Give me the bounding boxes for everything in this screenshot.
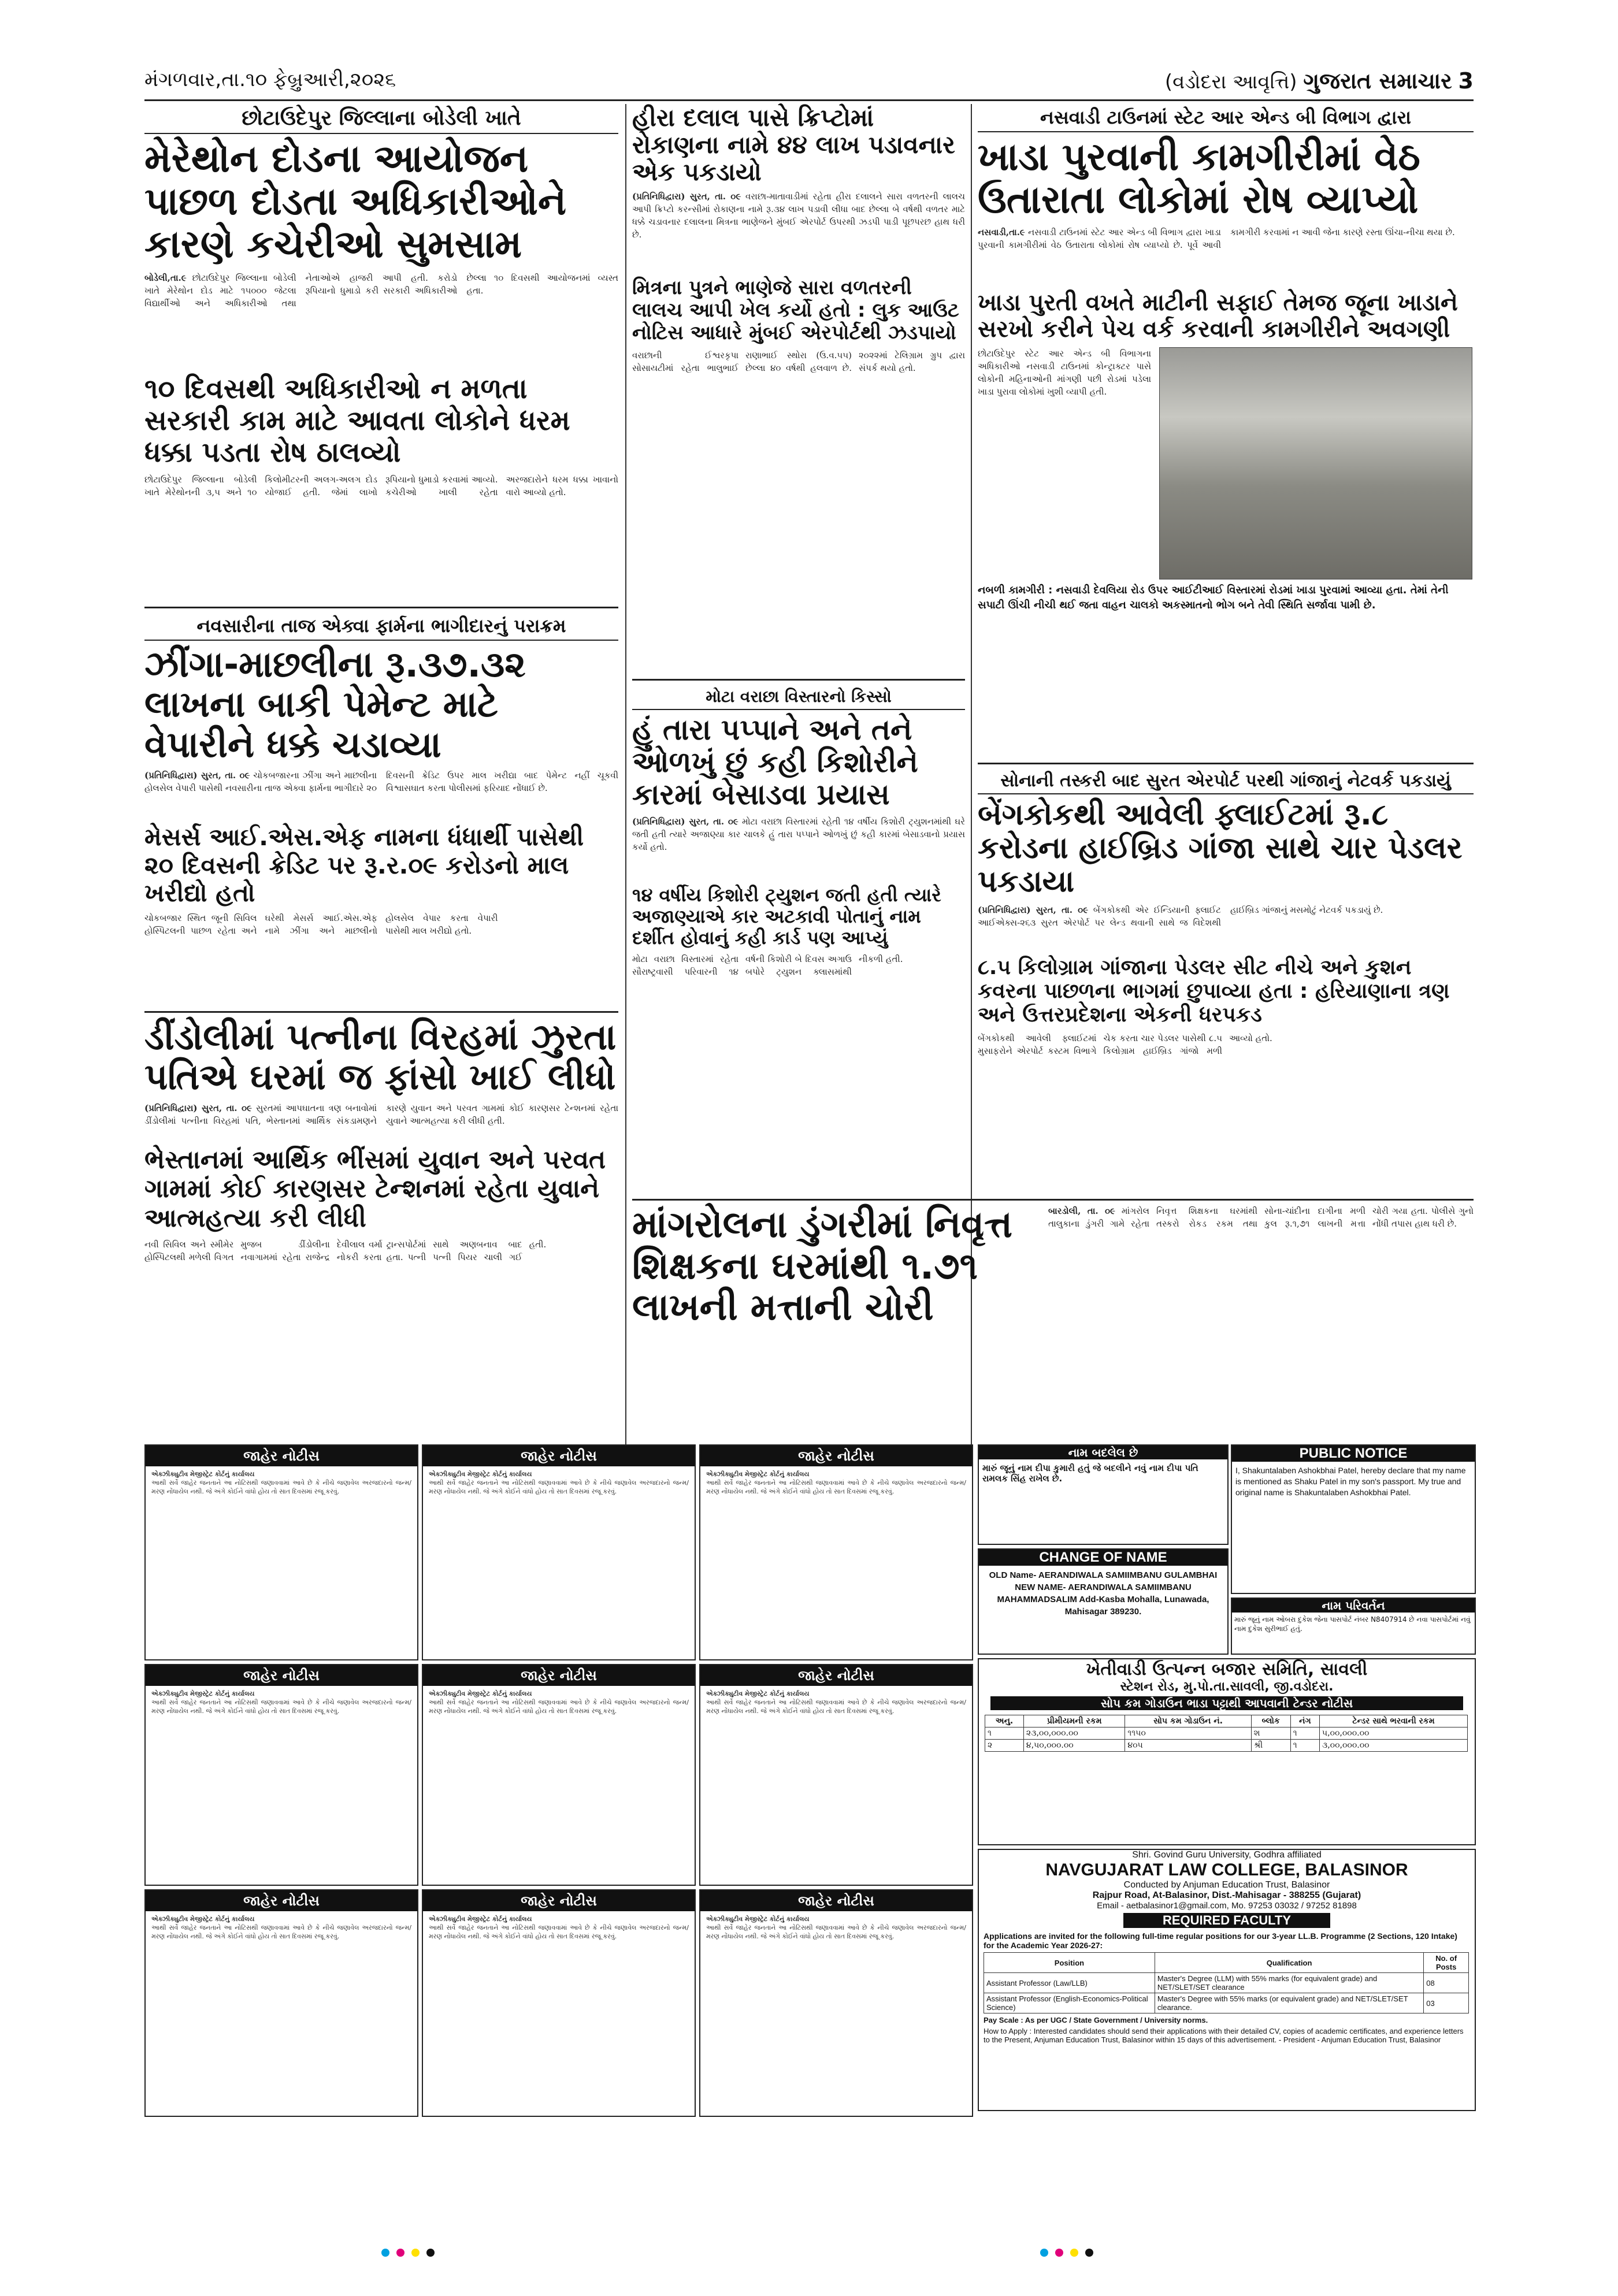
- public-notice-card: [422, 1889, 696, 2117]
- story-headline: મેરેથોન દોડના આયોજન પાછળ દોડતા અધિકારીઓને કારણે કચેરીઓ સુમસામ: [144, 136, 567, 266]
- required-faculty-title: REQUIRED FACULTY: [1123, 1913, 1330, 1928]
- notice-text: આથી સર્વે જાહેર જનતાને આ નોટિસથી જણાવવામાં આવે છે કે નીચે જણાવેલ અરજદારનો જન્મ/મરણ નોંધાયેલ નથી. જે અંગે કોઈને વાંધો હોય તો સાત દિવસમાં રજૂ કરવું.: [706, 1924, 966, 1940]
- college-contact: Email - aetbalasinor1@gmail.com, Mo. 97253 03032 / 97252 81898: [1097, 1901, 1357, 1911]
- notice-text: આથી સર્વે જાહેર જનતાને આ નોટિસથી જણાવવામાં આવે છે કે નીચે જણાવેલ અરજદારનો જન્મ/મરણ નોંધાયેલ નથી. જે અંગે કોઈને વાંધો હોય તો સાત દિવસમાં રજૂ કરવું.: [429, 1479, 689, 1495]
- faculty-table-row: [984, 1973, 1469, 1993]
- apmc-table-column-header: બ્લોક: [1251, 1715, 1290, 1727]
- apmc-table-cell: ૨૩,૦૦,૦૦૦.૦૦: [1023, 1727, 1125, 1740]
- section-rule: [632, 679, 965, 681]
- notice-text: આથી સર્વે જાહેર જનતાને આ નોટિસથી જણાવવામાં આવે છે કે નીચે જણાવેલ અરજદારનો જન્મ/મરણ નોંધાયેલ નથી. જે અંગે કોઈને વાંધો હોય તો સાત દિવસમાં રજૂ કરવું.: [151, 1699, 411, 1715]
- faculty-table-header: [984, 1953, 1469, 1973]
- notice-text: આથી સર્વે જાહેર જનતાને આ નોટિસથી જણાવવામાં આવે છે કે નીચે જણાવેલ અરજદારનો જન્મ/મરણ નોંધાયેલ નથી. જે અંગે કોઈને વાંધો હોય તો સાત દિવસમાં રજૂ કરવું.: [706, 1699, 966, 1715]
- apmc-table-column-header: અનુ.: [985, 1715, 1024, 1727]
- registration-mark: [1070, 2249, 1078, 2257]
- apmc-table-column-header: પ્રીમીયમની રકમ: [1023, 1715, 1125, 1727]
- notice-title: જાહેર નોટીસ: [700, 1665, 972, 1686]
- notices-grid: [144, 1444, 971, 2115]
- faculty-table-cell: Master's Degree (LLM) with 55% marks (for equivalent grade) and NET/SLET/SET clearance: [1155, 1973, 1423, 1993]
- public-notice-card: [699, 1664, 973, 1886]
- story-text: સુરતમાં આપઘાતના ત્રણ બનાવોમાં ડીંડોલીમાં પત્નીના વિરહમાં પતિ, ભેસ્તાનમાં આર્થિક સંકડામણને કારણે યુવાન અને પરવત ગામમાં કોઈ કારણસર ટેન્શનમાં રહેતા યુવાને આત્મહત્યા કરી લીધી હતી.: [144, 1102, 618, 1126]
- registration-mark: [426, 2249, 435, 2257]
- apmc-subtitle: સોપ કમ ગોડાઉન ભાડા પટ્ટાથી આપવાની ટેન્ડર નોટીસ: [990, 1696, 1463, 1710]
- story-text: છોટાઉદેપુર જિલ્લાના બોડેલી ખાતે મેરેથોનની ૩,૫ અને ૧૦ કિલોમીટરની અલગ-અલગ દોડ યોજાઈ હતી. જેમાં લાખો રૂપિયાનો ધુમાડો કરવામાં આવ્યો. કચેરીઓ ખાલી રહેતા અરજદારોને ધરમ ધક્કા ખાવાનો વારો આવ્યો હતો.: [144, 474, 618, 498]
- issue-date: મંગળવાર,તા.૧૦ ફેબ્રુઆરી,૨૦૨૬: [144, 68, 396, 91]
- story-body: [632, 815, 965, 885]
- faculty-table-cell: 08: [1424, 1973, 1469, 1993]
- section-rule: [978, 763, 1474, 764]
- public-notice-card: [422, 1444, 696, 1660]
- faculty-table-column-header: Qualification: [1155, 1953, 1423, 1973]
- notice-title: જાહેર નોટીસ: [423, 1890, 695, 1911]
- apmc-table-cell: ૨: [985, 1740, 1024, 1752]
- story-text: માંગરોલ તાલુકાના ડુંગરી ગામે રહેતા નિવૃત્ત શિક્ષકના ઘરમાંથી તસ્કરો રોકડ રકમ તથા સોના-ચાંદીના દાગીના મળી કુલ રૂ.૧,૭૧ લાખની મત્તા ચોરી ગયા હતા. પોલીસે ગુનો નોંધી તપાસ હાથ ધરી છે.: [1048, 1206, 1474, 1229]
- apmc-table-cell: ૧: [1290, 1740, 1319, 1752]
- registration-mark: [381, 2249, 389, 2257]
- story-subhead: ૧૪ વર્ષીય કિશોરી ટ્યુશન જતી હતી ત્યારે અજાણ્યાએ કાર અટકાવી પોતાનું નામ દર્શીત હોવાનું કહી કાર્ડ પણ આપ્યું: [632, 884, 941, 949]
- public-notice-card: [699, 1889, 973, 2117]
- section-rule: [144, 607, 618, 608]
- notice-title: જાહેર નોટીસ: [700, 1890, 972, 1911]
- notice-text: આથી સર્વે જાહેર જનતાને આ નોટિસથી જણાવવામાં આવે છે કે નીચે જણાવેલ અરજદારનો જન્મ/મરણ નોંધાયેલ નથી. જે અંગે કોઈને વાંધો હોય તો સાત દિવસમાં રજૂ કરવું.: [429, 1924, 689, 1940]
- story-text: છોટાઉદેપુર જિલ્લાના બોડેલી ખાતે મેરેથોન દોડ માટે ૧૫૦૦૦ જેટલા વિદ્યાર્થીઓ અને અધિકારીઓ તથા નેતાઓએ હાજરી આપી હતી. કરોડો રૂપિયાનો ધુમાડો કરી સરકારી અધિકારીઓ છેલ્લા ૧૦ દિવસથી આયોજનમાં વ્યસ્ત હતા.: [144, 272, 618, 309]
- story-kicker: નવસારીના તાજ એક્વા ફાર્મના ભાગીદારનું પરાક્રમ: [144, 612, 618, 641]
- apmc-table-row: [985, 1740, 1468, 1752]
- court-name: એક્ઝીક્યુટીવ મેજીસ્ટ્રેટ કોર્ટનું કાર્યાલય: [429, 1470, 532, 1478]
- public-notice: [1231, 1444, 1476, 1594]
- faculty-table-cell: 03: [1424, 1993, 1469, 2013]
- registration-mark: [411, 2249, 420, 2257]
- notice-body: [423, 1686, 695, 1719]
- road-photo: [1159, 347, 1472, 579]
- edition-label: [1165, 68, 1474, 94]
- story-body: [144, 1102, 618, 1142]
- story-headline: ખાડા પુરવાની કામગીરીમાં વેઠ ઉતારાતા લોકોમાં રોષ વ્યાપ્યો: [978, 135, 1420, 222]
- public-notice-card: [144, 1664, 418, 1886]
- court-name: એક્ઝીક્યુટીવ મેજીસ્ટ્રેટ કોર્ટનું કાર્યાલય: [706, 1915, 810, 1923]
- story-kicker: નસવાડી ટાઉનમાં સ્ટેટ આર એન્ડ બી વિભાગ દ્વારા: [978, 104, 1474, 132]
- notice-title: જાહેર નોટીસ: [146, 1890, 417, 1911]
- college-affiliation: Shri. Govind Guru University, Godhra affiliated: [1132, 1850, 1322, 1860]
- apmc-table-column-header: ટેન્ડર સાથે ભરવાની રકમ: [1319, 1715, 1467, 1727]
- story-body: [144, 272, 618, 370]
- story-nasvadi-roads: [978, 104, 1474, 613]
- column-divider: [625, 104, 626, 1444]
- story-headline: બેંગકોકથી આવેલી ફ્લાઈટમાં રૂ.૮ કરોડના હાઈબ્રિડ ગાંજા સાથે ચાર પેડલર પકડાયા: [978, 797, 1463, 900]
- story-body-2: [978, 1032, 1474, 1240]
- apmc-table-cell: ૩,૦૦,૦૦૦.૦૦: [1319, 1740, 1467, 1752]
- apmc-table-header: [985, 1715, 1468, 1727]
- apmc-table: [985, 1715, 1468, 1752]
- court-name: એક્ઝીક્યુટીવ મેજીસ્ટ્રેટ કોર્ટનું કાર્યાલય: [151, 1470, 255, 1478]
- faculty-table-column-header: Position: [984, 1953, 1155, 1973]
- header-rule: [144, 99, 1474, 101]
- story-text: ચોકબજાર સ્થિત જૂની સિવિલ હોસ્પિટલની પાછળ રહેતા અને ઘરેથી મેસર્સ આઈ.એસ.એફ નામે ઝીંગા અને માછલીનો હોલસેલ વેપાર કરતા વેપારી પાસેથી માલ ખરીદ્યો હતો.: [144, 913, 498, 937]
- story-body: [632, 190, 965, 277]
- story-text: બેંગકોકથી એર ઈન્ડિયાની ફ્લાઈટ આઈએક્સ-૨૬૩ સુરત એરપોર્ટ પર લેન્ડ થવાની સાથે જ વિદેશથી હાઈબ્રિડ ગાંજાનું મસમોટું નેટવર્ક પકડાયું છે.: [978, 904, 1383, 928]
- registration-mark: [1040, 2249, 1048, 2257]
- story-dateline: (પ્રતિનિધિદ્વારા) સુરત, તા. ૦૯: [144, 1102, 252, 1113]
- notice-body: [423, 1466, 695, 1499]
- notice-title: CHANGE OF NAME: [979, 1550, 1227, 1566]
- court-name: એક્ઝીક્યુટીવ મેજીસ્ટ્રેટ કોર્ટનું કાર્યાલય: [151, 1915, 255, 1923]
- apmc-table-cell: શ: [1251, 1727, 1290, 1740]
- public-notice-card: [699, 1444, 973, 1660]
- edition-name: (વડોદરા આવૃત્તિ): [1164, 70, 1297, 94]
- story-text: ચોકબજારના ઝીંગા અને માછલીના હોલસેલ વેપારી પાસેથી નવસારીના તાજ એક્વા ફાર્મના ભાગીદારે ૨૦ દિવસની ક્રેડિટ ઉપર માલ ખરીદ્યા બાદ પેમેન્ટ નહીં ચૂકવી વિશ્વાસઘાત કરતા પોલીસમાં ફરિયાદ નોંધાઈ છે.: [144, 770, 618, 794]
- story-text: નવી સિવિલ અને સ્મીમેર હોસ્પિટલથી મળેલી વિગત મુજબ ડીંડોલીના નવાગામમાં રહેતા રાજેન્દ્ર દેવીલાલ વર્મા ટ્રાન્સપોર્ટમાં નોકરી કરતા હતા. પત્ની સાથે અણબનાવ બાદ પત્ની પિયર ચાલી ગઈ હતી.: [144, 1239, 547, 1262]
- college-name: NAVGUJARAT LAW COLLEGE, BALASINOR: [1045, 1860, 1408, 1879]
- registration-mark: [1055, 2249, 1063, 2257]
- story-text: નસવાડી ટાઉનમાં સ્ટેટ આર એન્ડ બી વિભાગ દ્વારા ખાડા પુરવાની કામગીરીમાં વેઠ ઉતારાતા લોકોમાં રોષ વ્યાપ્યો છે. પૂર્વે આવી કામગીરી કરવામાં ન આવી જેના કારણે રસ્તા ઊંચા-નીચા થયા છે.: [978, 226, 1455, 250]
- notice-body: [146, 1911, 417, 1944]
- public-notice-card: [144, 1889, 418, 2117]
- story-dateline: (પ્રતિનિધિદ્વારા) સુરત, તા. ૦૯: [632, 191, 741, 202]
- story-shrimp-trader: [144, 612, 618, 1045]
- pay-scale: Pay Scale : As per UGC / State Government / University norms.: [984, 2016, 1208, 2024]
- notice-title: જાહેર નોટીસ: [146, 1665, 417, 1686]
- apmc-table-body: [985, 1727, 1468, 1752]
- notice-text: I, Shakuntalaben Ashokbhai Patel, hereby declare that my name is mentioned as Shaku Patel in my son's passport. My true and original name is Shakuntalaben Ashokbhai Patel.: [1235, 1466, 1466, 1497]
- story-body-2: [632, 349, 965, 655]
- story-dateline: (પ્રતિનિધિદ્વારા) સુરત, તા. ૦૯: [144, 770, 250, 781]
- notice-text: આથી સર્વે જાહેર જનતાને આ નોટિસથી જણાવવામાં આવે છે કે નીચે જણાવેલ અરજદારનો જન્મ/મરણ નોંધાયેલ નથી. જે અંગે કોઈને વાંધો હોય તો સાત દિવસમાં રજૂ કરવું.: [706, 1479, 966, 1495]
- notice-title: નામ પરિવર્તન: [1232, 1599, 1475, 1613]
- notice-title: જાહેર નોટીસ: [146, 1446, 417, 1466]
- story-subhead: ખાડા પુરતી વખતે માટીની સફાઈ તેમજ જૂના ખાડાને સરખો કરીને પેચ વર્ક કરવાની કામગીરીને અવગણી: [978, 289, 1458, 343]
- story-dateline: (પ્રતિનિધિદ્વારા) સુરત, તા. ૦૯: [632, 816, 739, 827]
- court-name: એક્ઝીક્યુટીવ મેજીસ્ટ્રેટ કોર્ટનું કાર્યાલય: [706, 1470, 810, 1478]
- story-headline: માંગરોલના ડુંગરીમાં નિવૃત્ત શિક્ષકના ઘરમાંથી ૧.૭૧ લાખની મત્તાની ચોરી: [632, 1203, 1013, 1329]
- apmc-title: ખેતીવાડી ઉત્પન્ન બજાર સમિતિ, સાવલી: [1086, 1659, 1368, 1680]
- apmc-table-cell: ૧૧૫૦: [1125, 1727, 1251, 1740]
- college-intro: Applications are invited for the following full-time regular positions for our 3-year LL.B. Programme (2 Sections, 120 Intake) for the Academic Year 2026-27:: [984, 1931, 1457, 1950]
- story-subhead: મેસર્સ આઈ.એસ.એફ નામના ધંધાર્થી પાસેથી ૨૦ દિવસની ક્રેડિટ પર રૂ.ર.૦૯ કરોડનો માલ ખરીદ્યો હતો: [144, 823, 584, 907]
- story-headline: ઝીંગા-માછલીના રૂ.૩૭.૩૨ લાખના બાકી પેમેન્ટ માટે વેપારીને ધક્કે ચડાવ્યા: [144, 643, 526, 766]
- story-dateline: બોડેલી,તા.૯: [144, 272, 187, 283]
- notice-text: મારું જૂનું નામ દીપા કુમારી હતું જે બદલીને નવું નામ દીપા પતિ રામલક સિંહ રાખેલ છે.: [982, 1463, 1198, 1484]
- notice-body: [423, 1911, 695, 1944]
- college-ad: [978, 1849, 1476, 2111]
- story-text: છોટાઉદેપુર સ્ટેટ આર એન્ડ બી વિભાગના અધિકારીઓ નસવાડી ટાઉનમાં કોન્ટ્રાક્ટર પાસે લોકોની મહિનાઓની માંગણી પછી રોડમાં પડેલા ખાડા પુરાવા લોકોમાં ખુશી વ્યાપી હતી.: [978, 348, 1151, 397]
- court-name: એક્ઝીક્યુટીવ મેજીસ્ટ્રેટ કોર્ટનું કાર્યાલય: [429, 1690, 532, 1697]
- notice-text: મારું જૂનું નામ ઓબરા દુકેશ જેના પાસપોર્ટ નંબર N8407914 છે નવા પાસપોર્ટમાં નવું નામ દુકેશ સુરીભાઈ હતું.: [1234, 1615, 1471, 1633]
- apmc-table-cell: ૫,૦૦,૦૦૦.૦૦: [1319, 1727, 1467, 1740]
- story-girl-car: [632, 685, 965, 1126]
- faculty-table-cell: Master's Degree with 55% marks (or equivalent grade) and NET/SLET/SET clearance.: [1155, 1993, 1423, 2013]
- story-text: બેંગકોકથી આવેલી ફ્લાઈટમાં મુસાફરોને એરપોર્ટ કસ્ટમ વિભાગે ચેક કરતા ચાર પેડલર પાસેથી ૮.૫ કિલોગ્રામ હાઈબ્રિડ ગાંજો મળી આવ્યો હતો.: [978, 1032, 1272, 1056]
- change-of-name-notice: [978, 1548, 1229, 1655]
- faculty-table-cell: Assistant Professor (English-Economics-Political Science): [984, 1993, 1155, 2013]
- how-to-apply: How to Apply : Interested candidates should send their applications with their detailed CV, copies of academic certificates, and experience letters to the Present, Anjuman Education Trust, Balasinor within 15 days of this advertisement. - President - Anjuman Education Trust, Balasinor: [984, 2027, 1464, 2044]
- story-dateline: નસવાડી,તા.૯: [978, 226, 1025, 237]
- story-text: મોટા વરાછા વિસ્તારમાં રહેતા સૌરાષ્ટ્રવાસી પરિવારની ૧૪ વર્ષની કિશોરી બે દિવસ અગાઉ બપોરે ટ્યુશન ક્લાસમાંથી નીકળી હતી.: [632, 954, 903, 978]
- notice-body: [700, 1911, 972, 1944]
- story-subhead: ૧૦ દિવસથી અધિકારીઓ ન મળતા સરકારી કામ માટે આવતા લોકોને ધરમ ધક્કા પડતા રોષ ઠાલવ્યો: [144, 372, 570, 469]
- story-subhead: ૮.૫ કિલોગ્રામ ગાંજાના પેડલર સીટ નીચે અને કુશન કવરના પાછળના ભાગમાં છુપાવ્યા હતા : હરિયાણાના ત્રણ અને ઉત્તરપ્રદેશના એકની ધરપકડ: [978, 955, 1450, 1027]
- court-name: એક્ઝીક્યુટીવ મેજીસ્ટ્રેટ કોર્ટનું કાર્યાલય: [706, 1690, 810, 1697]
- story-body-2: [144, 1238, 618, 1411]
- public-notice-card: [144, 1444, 418, 1660]
- story-dateline: (પ્રતિનિધિદ્વારા) સુરત, તા. ૦૯: [978, 904, 1089, 915]
- story-dindoli: [144, 1017, 618, 1411]
- story-kicker: મોટા વરાછા વિસ્તારનો કિસ્સો: [632, 685, 965, 710]
- public-notice-card: [422, 1664, 696, 1886]
- story-ganja-seizure: [978, 768, 1474, 1240]
- notice-body: [146, 1686, 417, 1719]
- court-name: એક્ઝીક્યુટીવ મેજીસ્ટ્રેટ કોર્ટનું કાર્યાલય: [429, 1915, 532, 1923]
- paper-name: ગુજરાત સમાચાર: [1303, 68, 1452, 94]
- story-subhead: મિત્રના પુત્રને ભાણેજે સારા વળતરની લાલચ આપી ખેલ કર્યો હતો : લુક આઉટ નોટિસ આધારે મુંબઈ એરપોર્ટથી ઝડપાયો: [632, 276, 959, 345]
- court-name: એક્ઝીક્યુટીવ મેજીસ્ટ્રેટ કોર્ટનું કાર્યાલય: [151, 1690, 255, 1697]
- story-kicker: છોટાઉદેપુર જિલ્લાના બોડેલી ખાતે: [144, 104, 618, 134]
- faculty-table-body: [984, 1973, 1469, 2013]
- story-marathon: [144, 104, 618, 610]
- notice-text: આથી સર્વે જાહેર જનતાને આ નોટિસથી જણાવવામાં આવે છે કે નીચે જણાવેલ અરજદારનો જન્મ/મરણ નોંધાયેલ નથી. જે અંગે કોઈને વાંધો હોય તો સાત દિવસમાં રજૂ કરવું.: [151, 1924, 411, 1940]
- story-body-2: [978, 347, 1151, 578]
- photo-caption: નબળી કામગીરી : નસવાડી દેવલિયા રોડ ઉપર આઈટીઆઈ વિસ્તારમાં રોડમાં ખાડા પુરવામાં આવ્યા હતા. તેમાં તેની સપાટી ઊંચી નીચી થઈ જતા વાહન ચાલકો અકસ્માતનો ભોગ બને તેવી સ્થિતિ સર્જાવા પામી છે.: [978, 584, 1449, 611]
- notice-text: આથી સર્વે જાહેર જનતાને આ નોટિસથી જણાવવામાં આવે છે કે નીચે જણાવેલ અરજદારનો જન્મ/મરણ નોંધાયેલ નથી. જે અંગે કોઈને વાંધો હોય તો સાત દિવસમાં રજૂ કરવું.: [151, 1479, 411, 1495]
- notice-body: [700, 1466, 972, 1499]
- story-kicker: સોનાની તસ્કરી બાદ સુરત એરપોર્ટ પરથી ગાંજાનું નેટવર્ક પકડાયું: [978, 768, 1474, 794]
- registration-mark: [1085, 2249, 1093, 2257]
- page-header: [144, 68, 1474, 96]
- apmc-table-column-header: સોપ કમ ગોડાઉન નં.: [1125, 1715, 1251, 1727]
- apmc-address: સ્ટેશન રોડ, મુ.પો.તા.સાવલી, જી.વડોદરા.: [1120, 1680, 1334, 1694]
- faculty-table-cell: Assistant Professor (Law/LLB): [984, 1973, 1155, 1993]
- story-body: [978, 904, 1474, 956]
- apmc-tender-notice: [978, 1658, 1476, 1845]
- notice-title: નામ બદલેલ છે: [979, 1446, 1227, 1459]
- story-text: વરાછાની ઈશ્વરકૃપા સોસાયટીમાં રહેતા ભાલુભાઈ રાણાભાઈ સ્થોરા (ઉ.વ.૫૫) છેલ્લા ૪૦ વર્ષથી હલવાળ છે. ૨૦૨૨માં ટેલિગ્રામ ગ્રુપ દ્વારા સંપર્ક થયો હતો.: [632, 350, 965, 374]
- notice-body: [146, 1466, 417, 1499]
- faculty-table-column-header: No. of Posts: [1424, 1953, 1469, 1973]
- notice-title: PUBLIC NOTICE: [1232, 1446, 1475, 1462]
- notice-text: OLD Name- AERANDIWALA SAMIIMBANU GULAMBHAI NEW NAME- AERANDIWALA SAMIIMBANU MAHAMMADSALIM Add-Kasba Mohalla, Lunawada, Mahisagar 389230.: [989, 1570, 1218, 1617]
- apmc-table-cell: ૪,૫૦,૦૦૦.૦૦: [1023, 1740, 1125, 1752]
- story-headline: હું તારા પપ્પાને અને તને ઓળખું છું કહી કિશોરીને કારમાં બેસાડવા પ્રયાસ: [632, 713, 918, 811]
- apmc-table-cell: ૪૦૫: [1125, 1740, 1251, 1752]
- apmc-table-column-header: નંગ: [1290, 1715, 1319, 1727]
- apmc-table-row: [985, 1727, 1468, 1740]
- notice-text: આથી સર્વે જાહેર જનતાને આ નોટિસથી જણાવવામાં આવે છે કે નીચે જણાવેલ અરજદારનો જન્મ/મરણ નોંધાયેલ નથી. જે અંગે કોઈને વાંધો હોય તો સાત દિવસમાં રજૂ કરવું.: [429, 1699, 689, 1715]
- apmc-table-cell: શ્રી: [1251, 1740, 1290, 1752]
- page-number: 3: [1458, 68, 1474, 94]
- registration-mark: [396, 2249, 404, 2257]
- name-change-notice-2: [1231, 1597, 1476, 1655]
- story-crypto-fraud: [632, 104, 965, 655]
- notice-title: જાહેર નોટીસ: [423, 1446, 695, 1466]
- story-dateline: બારડોલી, તા. ૦૯: [1048, 1206, 1115, 1216]
- faculty-table-row: [984, 1993, 1469, 2013]
- story-body-2: [632, 953, 965, 1126]
- faculty-table: [984, 1952, 1469, 2013]
- story-headline: હીરા દલાલ પાસે ક્રિપ્ટોમાં રોકાણના નામે ૪૪ લાખ પડાવનાર એક પકડાયો: [632, 103, 955, 187]
- notice-title: જાહેર નોટીસ: [700, 1446, 972, 1466]
- college-address: Rajpur Road, At-Balasinor, Dist.-Mahisagar - 388255 (Gujarat): [1092, 1890, 1361, 1900]
- story-headline: ડીંડોલીમાં પત્નીના વિરહમાં ઝુરતા પતિએ ઘરમાં જ ફાંસો ખાઈ લીધો: [144, 1016, 617, 1098]
- story-text: મોટા વરાછા વિસ્તારમાં રહેતી ૧૪ વર્ષીય કિશોરી ટ્યુશનમાંથી ઘરે જતી હતી ત્યારે અજાણ્યા કાર ચાલકે હું તારા પપ્પાને ઓળખું છું કહી કારમાં બેસાડવાનો પ્રયાસ કર્યો હતો.: [632, 816, 965, 852]
- notice-title: જાહેર નોટીસ: [423, 1665, 695, 1686]
- story-body: [144, 769, 618, 820]
- apmc-table-cell: ૧: [985, 1727, 1024, 1740]
- notice-body: [700, 1686, 972, 1719]
- story-body-2: [144, 473, 618, 610]
- story-text: વરાછા-માતાવાડીમાં રહેતા હીરા દલાલને સારા વળતરની લાલચ આપી ક્રિપ્ટો કરન્સીમાં રોકાણના નામે રૂ.૩૪ લાખ પડાવી લીધા બાદ છેલ્લા બે વર્ષથી વળતર માટે ધક્કે ચડાવનાર દલાલના મિત્રના ભાણેજને મુંબઈ એરપોર્ટ ઉપરથી ઝડપી પાડી પૂછપરછ હાથ ધરી છે.: [632, 191, 965, 240]
- story-subhead: ભેસ્તાનમાં આર્થિક ભીંસમાં યુવાન અને પરવત ગામમાં કોઈ કારણસર ટેન્શનમાં રહેતા યુવાને આત્મહત્યા કરી લીધી: [144, 1145, 606, 1234]
- apmc-table-cell: ૧: [1290, 1727, 1319, 1740]
- section-rule: [144, 1011, 618, 1013]
- name-change-notice: [978, 1444, 1229, 1545]
- story-body: [978, 226, 1474, 289]
- college-trust: Conducted by Anjuman Education Trust, Balasinor: [1123, 1880, 1330, 1890]
